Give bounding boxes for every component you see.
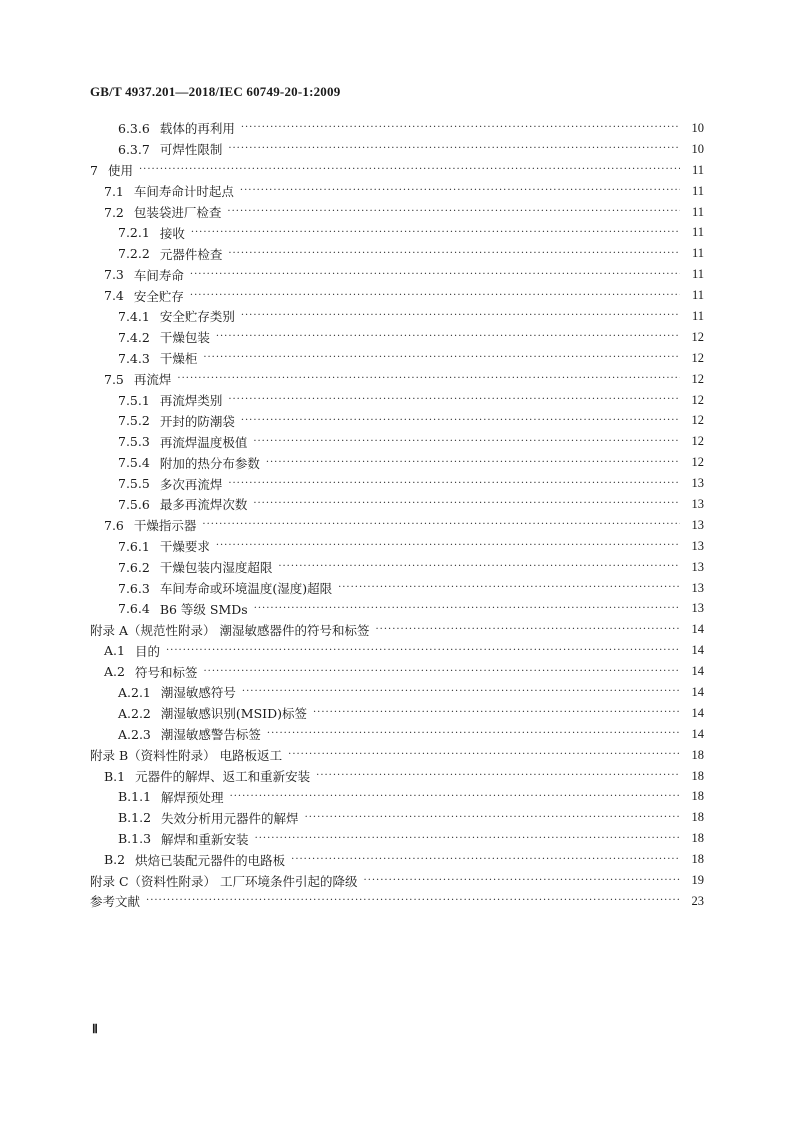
toc-entry[interactable] (90, 285, 704, 306)
toc-entry[interactable] (90, 578, 704, 599)
toc-entry-title: 使用 (107, 163, 133, 179)
toc-entry[interactable] (90, 870, 704, 891)
toc-entry-title: 潮湿敏感识别(MSID)标签 (160, 706, 307, 722)
toc-entry-number: 7.6.4 (118, 601, 150, 617)
toc-leader-dots (139, 165, 680, 175)
toc-entry-title: 参考文献 (90, 894, 141, 910)
toc-leader-dots (203, 667, 680, 677)
toc-entry[interactable] (90, 703, 704, 724)
toc-entry-number: A.2 (104, 664, 125, 680)
toc-entry-page: 18 (691, 852, 704, 867)
toc-entry-page: 10 (691, 141, 704, 156)
toc-entry[interactable] (90, 661, 704, 682)
toc-entry-number: A.2.1 (118, 684, 151, 700)
toc-entry-title: 目的 (134, 643, 160, 659)
toc-entry[interactable] (90, 640, 704, 661)
toc-entry-number: 7.5.1 (118, 392, 150, 408)
toc-entry-page: 18 (691, 789, 704, 804)
toc-entry-number: 7.4.3 (118, 350, 150, 366)
toc-entry-title: 车间寿命或环境温度(湿度)超限 (159, 581, 333, 597)
toc-leader-dots (241, 123, 680, 133)
toc-entry[interactable] (90, 536, 704, 557)
table-of-contents (90, 118, 704, 912)
toc-entry[interactable] (90, 682, 704, 703)
toc-entry[interactable] (90, 557, 704, 578)
toc-entry[interactable] (90, 139, 704, 160)
toc-entry-page: 11 (691, 288, 704, 303)
toc-entry-number: 7.5.5 (118, 476, 150, 492)
toc-entry-number: 7.6.3 (118, 580, 150, 596)
toc-entry-number: B.2 (104, 852, 126, 868)
toc-entry-page: 13 (691, 496, 704, 511)
toc-leader-dots (216, 541, 680, 551)
toc-entry-page: 13 (691, 517, 704, 532)
toc-entry-title: 潮湿敏感符号 (160, 685, 236, 701)
toc-entry-title: 干燥包装 (159, 330, 210, 346)
toc-entry-page: 18 (691, 747, 704, 762)
toc-entry-title: 干燥柜 (159, 351, 198, 367)
toc-leader-dots (202, 520, 680, 530)
toc-leader-dots (305, 813, 680, 823)
toc-entry-number: 7.4.2 (118, 329, 150, 345)
toc-entry-number: 6.3.7 (118, 141, 150, 157)
toc-entry-title: 解焊和重新安装 (161, 831, 249, 847)
toc-entry-page: 12 (691, 392, 704, 407)
toc-entry-title: 再流焊温度极值 (159, 434, 248, 450)
toc-entry-title: 干燥要求 (159, 539, 210, 555)
toc-entry-number: 7.6.1 (118, 538, 150, 554)
toc-entry[interactable] (90, 891, 704, 912)
toc-entry-number: B.1.1 (118, 789, 152, 805)
toc-leader-dots (203, 353, 680, 363)
page-number: Ⅱ (92, 1022, 98, 1036)
toc-leader-dots (253, 437, 680, 447)
toc-leader-dots (288, 750, 680, 760)
toc-leader-dots (146, 896, 680, 906)
toc-leader-dots (278, 562, 680, 572)
toc-entry-title: 元器件的解焊、返工和重新安装 (135, 769, 311, 785)
toc-entry[interactable] (90, 264, 704, 285)
toc-entry[interactable] (90, 745, 704, 766)
toc-leader-dots (313, 708, 680, 718)
toc-entry-number: 7.5.3 (118, 434, 150, 450)
toc-entry-number: 7.2.1 (118, 225, 150, 241)
toc-entry-number: 7.6 (104, 517, 124, 533)
toc-entry-page: 13 (691, 559, 704, 574)
toc-entry-number: 7.3 (104, 267, 124, 283)
toc-entry-page: 14 (691, 622, 704, 637)
toc-entry[interactable] (90, 787, 704, 808)
toc-entry-page: 19 (691, 873, 704, 887)
toc-entry-title: 附录 A（规范性附录） 潮湿敏感器件的符号和标签 (90, 622, 370, 638)
toc-entry-title: 车间寿命 (133, 267, 184, 283)
toc-entry-number: B.1.3 (118, 831, 152, 847)
toc-entry-title: 再流焊类别 (159, 393, 223, 409)
toc-entry[interactable] (90, 181, 704, 202)
toc-entry-number: 7.4.1 (118, 308, 150, 324)
toc-entry-title: 失效分析用元器件的解焊 (161, 810, 299, 826)
toc-entry-title: 解焊预处理 (161, 789, 224, 805)
toc-entry-title: 接收 (159, 225, 185, 241)
toc-entry-number: A.2.3 (118, 726, 151, 742)
toc-entry-page: 12 (691, 371, 704, 386)
toc-entry-page: 11 (691, 183, 704, 198)
toc-entry[interactable] (90, 619, 704, 640)
toc-entry-page: 13 (691, 538, 704, 553)
toc-entry-page: 11 (691, 162, 704, 177)
toc-leader-dots (190, 291, 680, 301)
toc-entry[interactable] (90, 515, 704, 536)
toc-entry-title: 附加的热分布参数 (159, 455, 260, 471)
toc-leader-dots (228, 249, 680, 259)
toc-entry-title: 干燥包装内湿度超限 (159, 560, 273, 576)
toc-leader-dots (254, 604, 680, 614)
toc-entry-page: 11 (691, 204, 704, 219)
toc-entry-title: 符号和标签 (134, 664, 198, 680)
toc-entry-number: 7.5.2 (118, 413, 150, 429)
toc-entry[interactable] (90, 849, 704, 870)
document-header: GB/T 4937.201—2018/IEC 60749-20-1:2009 (90, 84, 341, 99)
toc-entry-page: 14 (691, 726, 704, 741)
toc-entry[interactable] (90, 369, 704, 390)
toc-leader-dots (240, 186, 680, 196)
toc-entry-page: 14 (691, 664, 704, 679)
toc-entry-page: 12 (691, 413, 704, 428)
toc-leader-dots (228, 479, 680, 489)
toc-leader-dots (228, 395, 680, 405)
toc-entry-title: 车间寿命计时起点 (133, 184, 234, 200)
toc-leader-dots (255, 834, 680, 844)
toc-entry-number: 6.3.6 (118, 120, 150, 136)
toc-entry-title: B6 等级 SMDs (159, 601, 248, 617)
toc-entry-title: 干燥指示器 (133, 518, 197, 534)
toc-entry-page: 13 (691, 601, 704, 616)
toc-entry[interactable] (90, 452, 704, 473)
toc-entry-number: A.2.2 (118, 705, 151, 721)
toc-entry-title: 多次再流焊 (159, 476, 223, 492)
toc-entry-page: 18 (691, 831, 704, 846)
toc-entry[interactable] (90, 807, 704, 828)
toc-leader-dots (291, 855, 680, 865)
toc-entry-number: 7.4 (104, 288, 124, 304)
toc-entry-title: 附录 B（资料性附录） 电路板返工 (90, 748, 283, 764)
toc-entry-title: 包装袋进厂检查 (133, 205, 222, 220)
toc-entry-title: 烘焙已装配元器件的电路板 (135, 852, 286, 868)
toc-entry[interactable] (90, 160, 704, 181)
toc-leader-dots (177, 374, 680, 384)
toc-entry[interactable] (90, 348, 704, 369)
toc-entry[interactable] (90, 828, 704, 849)
toc-entry[interactable] (90, 473, 704, 494)
toc-leader-dots (242, 687, 680, 697)
toc-entry-page: 11 (691, 246, 704, 261)
toc-entry-page: 11 (691, 308, 704, 323)
toc-entry[interactable] (90, 494, 704, 515)
toc-leader-dots (227, 207, 680, 217)
toc-leader-dots (253, 499, 680, 509)
toc-entry[interactable] (90, 390, 704, 411)
toc-leader-dots (191, 228, 680, 238)
toc-leader-dots (241, 311, 680, 321)
toc-entry[interactable] (90, 724, 704, 745)
toc-entry-number: 7 (90, 162, 98, 178)
toc-entry[interactable] (90, 243, 704, 264)
toc-entry-title: 潮湿敏感警告标签 (160, 727, 261, 743)
toc-leader-dots (267, 729, 680, 739)
toc-entry-number: 7.1 (104, 183, 124, 199)
toc-entry[interactable] (90, 410, 704, 431)
toc-entry-title: 最多再流焊次数 (159, 497, 248, 513)
toc-entry-number: B.1 (104, 768, 126, 784)
toc-entry-number: 7.5 (104, 371, 124, 387)
toc-entry-number: A.1 (104, 643, 125, 659)
toc-leader-dots (216, 332, 680, 342)
toc-entry[interactable] (90, 327, 704, 348)
toc-entry-page: 12 (691, 434, 704, 449)
toc-leader-dots (338, 583, 680, 593)
toc-leader-dots (166, 646, 680, 656)
toc-entry-page: 14 (691, 705, 704, 720)
toc-entry-title: 附录 C（资料性附录） 工厂环境条件引起的降级 (90, 873, 358, 889)
toc-leader-dots (266, 458, 680, 468)
toc-entry-title: 载体的再利用 (159, 121, 235, 137)
toc-entry-page: 11 (691, 225, 704, 240)
toc-entry-page: 12 (691, 329, 704, 344)
toc-entry-title: 开封的防潮袋 (159, 413, 235, 429)
toc-entry[interactable] (90, 306, 704, 327)
toc-entry-title: 安全贮存 (133, 288, 184, 304)
toc-entry-number: 7.2.2 (118, 246, 150, 262)
toc-leader-dots (190, 270, 680, 280)
toc-entry[interactable] (90, 118, 704, 139)
toc-entry-page: 18 (691, 768, 704, 783)
toc-entry-number: B.1.2 (118, 810, 152, 826)
toc-entry-title: 再流焊 (133, 372, 172, 388)
toc-leader-dots (375, 625, 680, 635)
toc-entry-title: 元器件检查 (159, 246, 223, 262)
toc-entry-page: 18 (691, 810, 704, 825)
toc-entry-page: 13 (691, 580, 704, 595)
toc-leader-dots (230, 792, 680, 802)
toc-entry-page: 12 (691, 350, 704, 365)
toc-entry-page: 12 (691, 455, 704, 470)
toc-entry-page: 13 (691, 476, 704, 491)
toc-leader-dots (316, 771, 680, 781)
toc-entry[interactable] (90, 598, 704, 619)
toc-entry-page: 14 (691, 684, 704, 699)
toc-entry-page: 11 (691, 267, 704, 282)
toc-entry[interactable] (90, 222, 704, 243)
toc-entry-title: 安全贮存类别 (159, 309, 235, 325)
toc-entry-number: 7.2 (104, 204, 124, 220)
toc-leader-dots (228, 144, 680, 154)
toc-entry-page: 23 (691, 893, 704, 908)
toc-entry-page: 14 (691, 643, 704, 658)
toc-entry-number: 7.6.2 (118, 559, 150, 575)
toc-entry[interactable] (90, 431, 704, 452)
toc-leader-dots (364, 876, 680, 886)
toc-leader-dots (241, 416, 680, 426)
toc-entry[interactable] (90, 766, 704, 787)
toc-entry-number: 7.5.6 (118, 496, 150, 512)
toc-entry-number: 7.5.4 (118, 455, 150, 471)
toc-entry[interactable] (90, 202, 704, 223)
toc-entry-title: 可焊性限制 (159, 142, 223, 158)
toc-entry-page: 10 (691, 120, 704, 135)
